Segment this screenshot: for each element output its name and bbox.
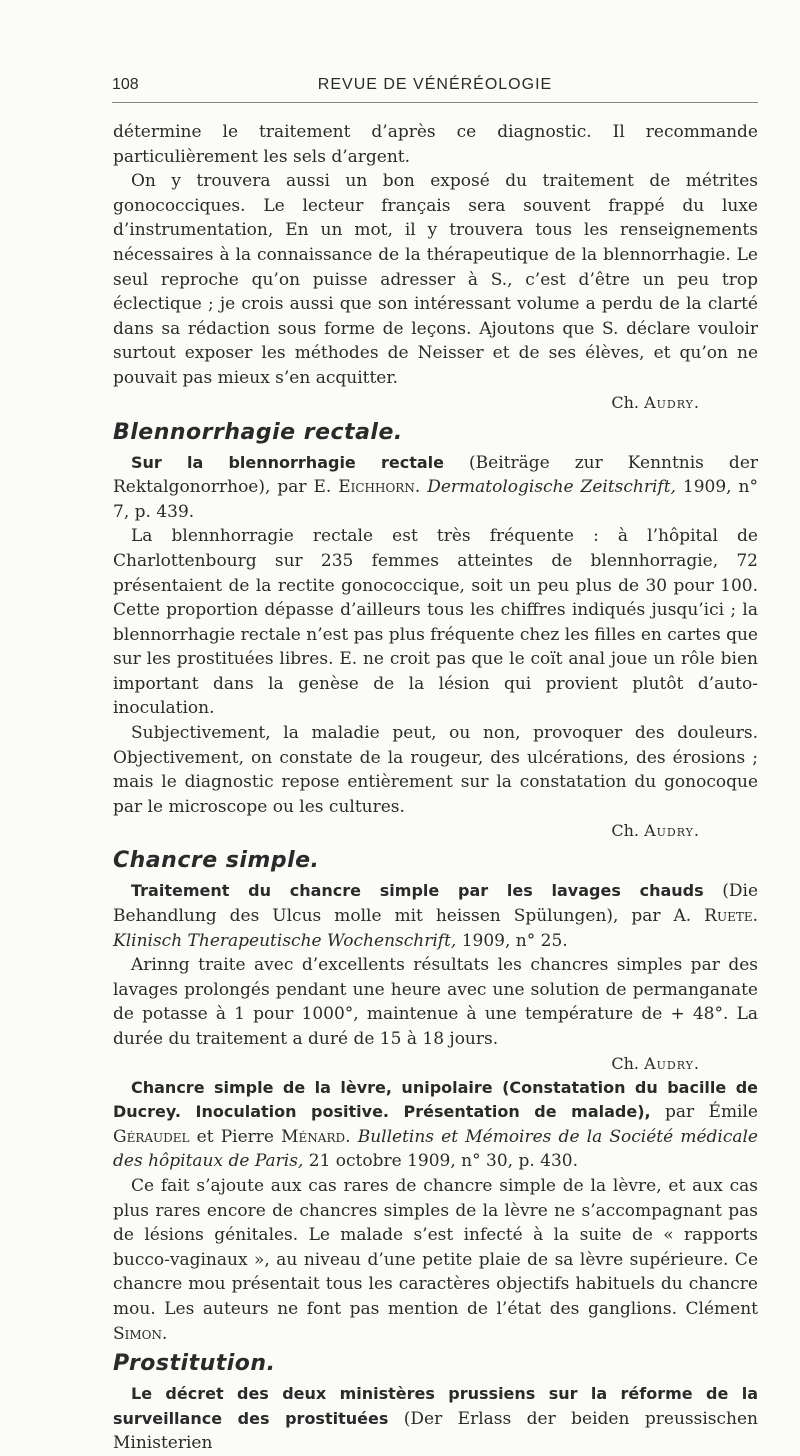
paragraph: Ce fait s’ajoute aux cas rares de chancre simple de la lèvre, et aux cas plus rares encore de chancres simples de la lèvre ne s’accompagnant pas de lésions génitales. Le malade s’est infecté à la suite de « rapports bucco-vaginaux », au niveau d’une petite plaie de sa lèvre supérieure. Ce chancre mou présentait tous les caractères objectifs habituels du chancre mou. Les auteurs ne font pas mention de l’état des ganglions. Clément Simon.	[113, 1175, 758, 1344]
entry-title: Chancre simple de la lèvre, unipolaire (Constatation du bacille de Ducrey. Inoculation positive. Présentation de malade),	[113, 1077, 758, 1122]
paragraph: Arinng traite avec d’excellents résultats les chancres simples par des lavages prolongés pendant une heure avec une solution de permanganate de potasse à 1 pour 1000°, maintenue à une température de + 48°. La durée du traitement a duré de 15 à 18 jours.	[113, 955, 758, 1049]
signature-name: Simon.	[113, 1323, 168, 1344]
journal: Klinisch Therapeutische Wochenschrift,	[113, 930, 457, 951]
paragraph: Subjectivement, la maladie peut, ou non, provoquer des douleurs. Objectivement, on constate de la rougeur, des ulcérations, des érosions ; mais le diagnostic repose entièrement sur la constatation du gonocoque par le microscope ou les cultures.	[113, 723, 758, 817]
page-number: 108	[112, 76, 139, 93]
signature: Ch. Audry.	[611, 392, 700, 412]
paragraph: La blennhorragie rectale est très fréquente : à l’hôpital de Charlottenbourg sur 235 femmes atteintes de blennhorragie, 72 présentaient de la rectite gonococcique, soit un peu plus de 30 pour 100. Cette proportion dépasse d’ailleurs tous les chiffres indiqués jusqu’ici ; la blennorrhagie rectale n’est pas plus fréquente chez les filles en cartes que sur les prostituées libres. E. ne croit pas que le coït anal joue un rôle bien important dans la genèse de la lésion qui provient plutôt d’auto-inoculation.	[113, 526, 758, 719]
section-heading-chancre-simple: Chancre simple.	[113, 848, 320, 874]
signature-name: Audry.	[644, 1053, 700, 1073]
entry-title: Le décret des deux ministères prussiens sur la réforme de la surveillance des prostituées	[113, 1384, 758, 1428]
journal: Dermatologische Zeitschrift,	[427, 477, 676, 498]
signature: Ch. Audry.	[611, 821, 700, 841]
running-title: REVUE DE VÉNÉRÉOLOGIE	[317, 76, 553, 93]
author: Ménard	[281, 1126, 346, 1147]
signature-name: Audry.	[644, 392, 700, 412]
section-heading-prostitution: Prostitution.	[113, 1351, 276, 1377]
bibliographic-entry: Chancre simple de la lèvre, unipolaire (Constatation du bacille de Ducrey. Inoculation positive. Présentation de malade), par Émile Géraudel et Pierre Ménard. Bulletins et Mémoires de la Société médicale des hôpitaux de Paris, 21 octobre 1909, n° 30, p. 430.	[113, 1077, 758, 1172]
section-heading-blennorrhagie-rectale: Blennorrhagie rectale.	[113, 419, 403, 445]
signature-name: Audry.	[644, 821, 700, 841]
bibliographic-entry: Le décret des deux ministères prussiens sur la réforme de la surveillance des prostituées (Der Erlass der beiden preussischen Ministerien	[113, 1384, 758, 1454]
article-body	[113, 120, 758, 1456]
author: Eichhorn	[338, 477, 415, 498]
author: Ruete	[704, 906, 753, 927]
entry-title: Traitement du chancre simple par les lavages chauds	[131, 881, 704, 901]
page-header	[112, 72, 758, 103]
paragraph: détermine le traitement d’après ce diagnostic. Il recommande particulièrement les sels d’argent.	[113, 122, 758, 167]
signature: Ch. Audry.	[611, 1053, 700, 1073]
journal: Bulletins et Mémoires de la Société médicale des hôpitaux de Paris,	[113, 1126, 758, 1172]
entry-title: Sur la blennorrhagie rectale	[131, 452, 444, 472]
bibliographic-entry: Traitement du chancre simple par les lavages chauds (Die Behandlung des Ulcus molle mit heissen Spülungen), par A. Ruete. Klinisch Therapeutische Wochenschrift, 1909, n° 25.	[113, 881, 759, 951]
paragraph: On y trouvera aussi un bon exposé du traitement de métrites gonococciques. Le lecteur français sera souvent frappé du luxe d’instrumentation, En un mot, il y trouvera tous les renseignements nécessaires à la connaissance de la thérapeutique de la blennorrhagie. Le seul reproche qu’on puisse adresser à S., c’est d’être un peu trop éclectique ; je crois aussi que son intéressant volume a perdu de la clarté dans sa rédaction sous forme de leçons. Ajoutons que S. déclare vouloir surtout exposer les méthodes de Neisser et de ses élèves, et qu’on ne pouvait pas mieux s’en acquitter.	[113, 171, 758, 388]
author: Géraudel	[113, 1126, 190, 1147]
bibliographic-entry: Sur la blennorrhagie rectale (Beiträge zur Kenntnis der Rektalgonorrhoe), par E. Eichhorn. Dermatologische Zeitschrift, 1909, n° 7, p. 439.	[113, 452, 759, 522]
